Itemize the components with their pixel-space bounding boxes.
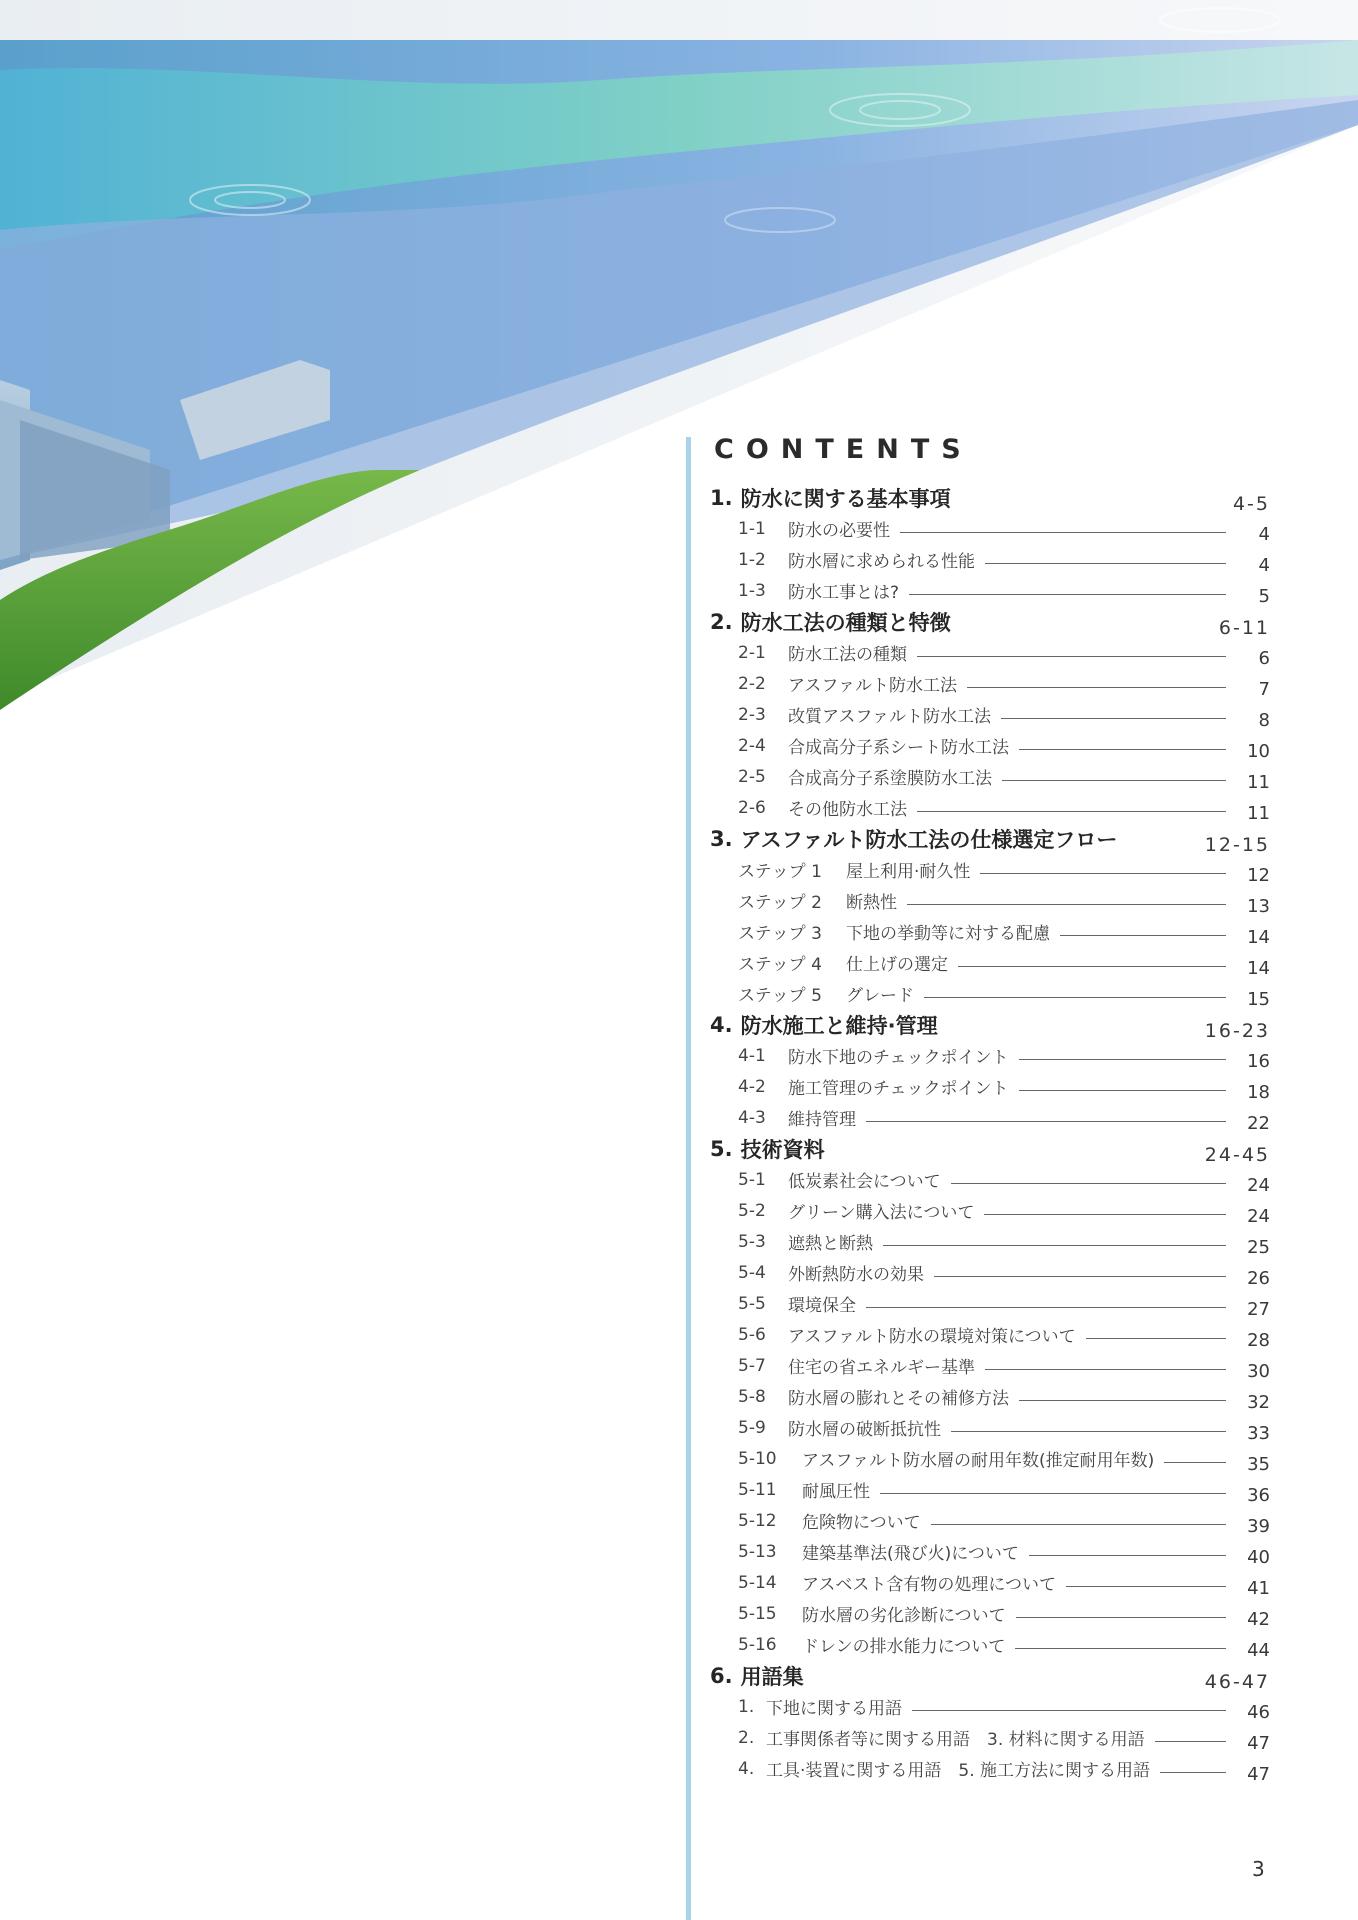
entry-number: ステップ 1 (738, 862, 822, 882)
leader-line (912, 1710, 1226, 1711)
leader-line (1016, 1617, 1226, 1618)
toc-entry (710, 1226, 1270, 1257)
entry-number: 5-7 (738, 1355, 766, 1376)
entry-title: 防水工法の種類 (788, 645, 907, 665)
entry-title: ドレンの排水能力について (802, 1637, 1006, 1657)
leader-line (980, 873, 1226, 874)
entry-title: 防水層に求められる性能 (788, 552, 975, 572)
entry-title: 低炭素社会について (788, 1172, 941, 1192)
leader-line (1001, 718, 1226, 719)
entry-number: 5-12 (738, 1510, 777, 1531)
leader-line (967, 687, 1226, 688)
section-heading (710, 1009, 1270, 1040)
entry-page: 14 (1247, 958, 1270, 979)
toc-entry (710, 761, 1270, 792)
entry-title: グレード (846, 986, 914, 1006)
entry-page: 12 (1247, 865, 1270, 886)
entry-number: 5-6 (738, 1324, 766, 1345)
toc-entry (710, 885, 1270, 916)
entry-page: 26 (1247, 1268, 1270, 1289)
entry-page: 24 (1247, 1175, 1270, 1196)
entry-page: 27 (1247, 1299, 1270, 1320)
section-page-range: 6-11 (1218, 616, 1270, 639)
entry-number: 5-2 (738, 1200, 766, 1221)
entry-page: 25 (1247, 1237, 1270, 1258)
section-number: 4. (710, 1012, 733, 1037)
leader-line (909, 594, 1226, 595)
page-number: 3 (1252, 1857, 1265, 1881)
entry-title: 合成高分子系シート防水工法 (788, 738, 1009, 758)
leader-line (1066, 1586, 1226, 1587)
entry-page: 10 (1247, 741, 1270, 762)
section-page-range: 24-45 (1204, 1143, 1270, 1166)
toc-entry (710, 1753, 1270, 1784)
entry-title: 環境保全 (788, 1296, 856, 1316)
entry-title: グリーン購入法について (788, 1203, 975, 1223)
leader-line (880, 1493, 1226, 1494)
entry-page: 11 (1247, 803, 1270, 824)
toc-entry (710, 544, 1270, 575)
entry-title: 仕上げの選定 (846, 955, 948, 975)
toc-entry (710, 947, 1270, 978)
section-number: 2. (710, 609, 733, 634)
entry-title: 下地に関する用語 (766, 1699, 902, 1719)
leader-line (951, 1431, 1226, 1432)
leader-line (1019, 749, 1226, 750)
entry-page: 6 (1258, 648, 1270, 669)
entry-number: ステップ 2 (738, 893, 822, 913)
entry-page: 35 (1247, 1454, 1270, 1475)
entry-page: 44 (1247, 1640, 1270, 1661)
entry-number: 5-1 (738, 1169, 766, 1190)
section-page-range: 12-15 (1204, 833, 1270, 856)
section-title: アスファルト防水工法の仕様選定フロー (740, 827, 1118, 852)
toc-entry (710, 1257, 1270, 1288)
entry-page: 28 (1247, 1330, 1270, 1351)
toc-entry (710, 575, 1270, 606)
leader-line (1019, 1090, 1227, 1091)
entry-number: 1-2 (738, 549, 766, 570)
toc-entry (710, 1350, 1270, 1381)
entry-number: 2-6 (738, 797, 766, 818)
entry-title: 工具·装置に関する用語 5. 施工方法に関する用語 (766, 1761, 1151, 1781)
leader-line (1060, 935, 1226, 936)
entry-number: 1. (738, 1696, 755, 1717)
section-title: 防水施工と維持·管理 (740, 1013, 938, 1038)
toc-entry (710, 699, 1270, 730)
entry-page: 32 (1247, 1392, 1270, 1413)
entry-title: 防水の必要性 (788, 521, 890, 541)
section-title: 防水に関する基本事項 (740, 486, 951, 511)
entry-title: 屋上利用·耐久性 (846, 862, 971, 882)
toc-entry (710, 1691, 1270, 1722)
entry-number: 1-3 (738, 580, 766, 601)
section-heading (710, 1660, 1270, 1691)
toc-entry (710, 1195, 1270, 1226)
entry-number: 4-1 (738, 1045, 766, 1066)
entry-page: 40 (1247, 1547, 1270, 1568)
entry-page: 4 (1258, 524, 1270, 545)
toc-entry (710, 668, 1270, 699)
entry-number: 4-2 (738, 1076, 766, 1097)
entry-number: 5-15 (738, 1603, 777, 1624)
entry-title: 工事関係者等に関する用語 3. 材料に関する用語 (766, 1730, 1145, 1750)
entry-page: 8 (1258, 710, 1270, 731)
toc-entry (710, 1567, 1270, 1598)
entry-page: 47 (1247, 1764, 1270, 1785)
entry-number: 5-11 (738, 1479, 777, 1500)
entry-title: 遮熱と断熱 (788, 1234, 873, 1254)
entry-page: 22 (1247, 1113, 1270, 1134)
entry-number: 2. (738, 1727, 755, 1748)
entry-title: 外断熱防水の効果 (788, 1265, 924, 1285)
entry-title: 下地の挙動等に対する配慮 (846, 924, 1050, 944)
leader-line (866, 1307, 1226, 1308)
toc-entry (710, 637, 1270, 668)
entry-page: 5 (1258, 586, 1270, 607)
entry-page: 30 (1247, 1361, 1270, 1382)
leader-line (958, 966, 1226, 967)
toc-entry (710, 730, 1270, 761)
vertical-accent-line (686, 437, 691, 1920)
leader-line (866, 1121, 1226, 1122)
leader-line (883, 1245, 1226, 1246)
entry-number: ステップ 4 (738, 955, 822, 975)
entry-number: 5-3 (738, 1231, 766, 1252)
leader-line (1086, 1338, 1226, 1339)
leader-line (907, 904, 1226, 905)
toc-entry (710, 1102, 1270, 1133)
entry-number: 2-4 (738, 735, 766, 756)
toc-entry (710, 1536, 1270, 1567)
entry-page: 11 (1247, 772, 1270, 793)
leader-line (985, 1369, 1226, 1370)
toc-entry (710, 1164, 1270, 1195)
entry-title: 防水工事とは? (788, 583, 900, 603)
leader-line (1019, 1400, 1226, 1401)
entry-number: 5-5 (738, 1293, 766, 1314)
entry-page: 39 (1247, 1516, 1270, 1537)
leader-line (984, 1214, 1226, 1215)
leader-line (924, 997, 1226, 998)
toc-entry (710, 1598, 1270, 1629)
entry-title: アスベスト含有物の処理について (802, 1575, 1056, 1595)
entry-number: 2-2 (738, 673, 766, 694)
entry-title: 耐風圧性 (802, 1482, 870, 1502)
toc-entry (710, 1722, 1270, 1753)
section-title: 防水工法の種類と特徴 (740, 610, 951, 635)
toc-entry (710, 1629, 1270, 1660)
toc-entry (710, 978, 1270, 1009)
entry-number: ステップ 5 (738, 986, 822, 1006)
leader-line (951, 1183, 1226, 1184)
toc-entry (710, 1288, 1270, 1319)
entry-page: 46 (1247, 1702, 1270, 1723)
entry-page: 16 (1247, 1051, 1270, 1072)
section-page-range: 16-23 (1204, 1019, 1270, 1042)
section-number: 6. (710, 1663, 733, 1688)
entry-page: 4 (1258, 555, 1270, 576)
entry-number: 1-1 (738, 518, 766, 539)
leader-line (1164, 1462, 1226, 1463)
leader-line (917, 811, 1226, 812)
leader-line (1160, 1772, 1226, 1773)
entry-page: 7 (1258, 679, 1270, 700)
entry-number: 4-3 (738, 1107, 766, 1128)
leader-line (1002, 780, 1226, 781)
table-of-contents (710, 482, 1270, 1784)
entry-page: 18 (1247, 1082, 1270, 1103)
entry-number: 5-14 (738, 1572, 777, 1593)
entry-title: 合成高分子系塗膜防水工法 (788, 769, 992, 789)
entry-number: 2-1 (738, 642, 766, 663)
section-page-range: 46-47 (1204, 1670, 1270, 1693)
entry-number: ステップ 3 (738, 924, 822, 944)
toc-entry (710, 1071, 1270, 1102)
entry-title: アスファルト防水層の耐用年数(推定耐用年数) (802, 1451, 1155, 1471)
toc-entry (710, 792, 1270, 823)
section-heading (710, 823, 1270, 854)
entry-title: 施工管理のチェックポイント (788, 1079, 1009, 1099)
entry-title: 防水下地のチェックポイント (788, 1048, 1009, 1068)
entry-title: 防水層の破断抵抗性 (788, 1420, 941, 1440)
section-title: 用語集 (740, 1664, 804, 1689)
entry-number: 4. (738, 1758, 755, 1779)
entry-page: 41 (1247, 1578, 1270, 1599)
toc-entry (710, 1040, 1270, 1071)
section-number: 5. (710, 1136, 733, 1161)
toc-entry (710, 1474, 1270, 1505)
entry-title: 維持管理 (788, 1110, 856, 1130)
leader-line (931, 1524, 1226, 1525)
section-heading (710, 482, 1270, 513)
section-number: 3. (710, 826, 733, 851)
entry-title: 断熱性 (846, 893, 897, 913)
section-heading (710, 1133, 1270, 1164)
entry-number: 5-4 (738, 1262, 766, 1283)
leader-line (1019, 1059, 1227, 1060)
entry-number: 2-3 (738, 704, 766, 725)
entry-number: 5-13 (738, 1541, 777, 1562)
toc-entry (710, 1319, 1270, 1350)
entry-number: 5-16 (738, 1634, 777, 1655)
section-heading (710, 606, 1270, 637)
toc-entry (710, 1443, 1270, 1474)
entry-title: 建築基準法(飛び火)について (802, 1544, 1019, 1564)
entry-page: 33 (1247, 1423, 1270, 1444)
leader-line (1015, 1648, 1226, 1649)
entry-title: 改質アスファルト防水工法 (788, 707, 991, 727)
entry-page: 14 (1247, 927, 1270, 948)
toc-entry (710, 854, 1270, 885)
toc-entry (710, 1505, 1270, 1536)
section-page-range: 4-5 (1232, 492, 1270, 515)
entry-title: 防水層の劣化診断について (802, 1606, 1006, 1626)
toc-entry (710, 916, 1270, 947)
leader-line (1155, 1741, 1226, 1742)
entry-number: 2-5 (738, 766, 766, 787)
toc-entry (710, 1412, 1270, 1443)
toc-entry (710, 513, 1270, 544)
leader-line (985, 563, 1226, 564)
section-title: 技術資料 (740, 1137, 825, 1162)
entry-page: 42 (1247, 1609, 1270, 1630)
entry-title: その他防水工法 (788, 800, 907, 820)
section-number: 1. (710, 485, 733, 510)
leader-line (934, 1276, 1226, 1277)
entry-number: 5-10 (738, 1448, 777, 1469)
entry-page: 13 (1247, 896, 1270, 917)
leader-line (917, 656, 1226, 657)
entry-number: 5-8 (738, 1386, 766, 1407)
contents-title: CONTENTS (714, 434, 973, 465)
entry-title: アスファルト防水工法 (788, 676, 957, 696)
leader-line (1029, 1555, 1226, 1556)
entry-title: 危険物について (802, 1513, 921, 1533)
entry-page: 24 (1247, 1206, 1270, 1227)
entry-number: 5-9 (738, 1417, 766, 1438)
entry-page: 36 (1247, 1485, 1270, 1506)
entry-title: 防水層の膨れとその補修方法 (788, 1389, 1009, 1409)
entry-title: 住宅の省エネルギー基準 (788, 1358, 975, 1378)
toc-entry (710, 1381, 1270, 1412)
leader-line (900, 532, 1226, 533)
entry-page: 47 (1247, 1733, 1270, 1754)
entry-title: アスファルト防水の環境対策について (788, 1327, 1076, 1347)
entry-page: 15 (1247, 989, 1270, 1010)
